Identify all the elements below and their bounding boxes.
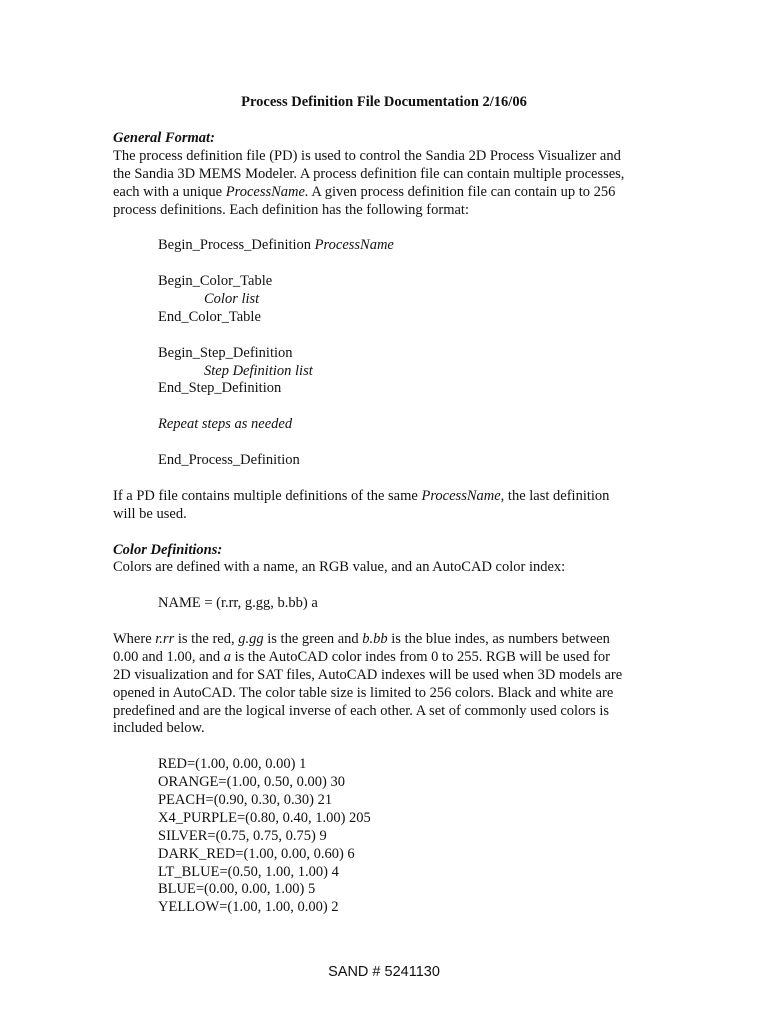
color-definitions-heading: Color Definitions:	[113, 542, 223, 558]
text-run: each with a unique	[113, 184, 226, 200]
format-color-list: Color list	[204, 291, 260, 307]
general-paragraph-line: The process definition file (PD) is used to control the Sandia 2D Process Visualizer and	[113, 148, 621, 164]
color-explanation-line: 2D visualization and for SAT files, AutoCAD indexes will be used when 3D models are	[113, 667, 623, 683]
format-begin-color: Begin_Color_Table	[158, 273, 273, 289]
format-end-color: End_Color_Table	[158, 309, 261, 325]
color-explanation-line: opened in AutoCAD. The color table size is limited to 256 colors. Black and white are	[113, 685, 614, 701]
text-run: is the AutoCAD color indes from 0 to 255. RGB will be used for	[231, 649, 610, 665]
general-paragraph-line: the Sandia 3D MEMS Modeler. A process definition file can contain multiple processes,	[113, 166, 625, 182]
color-explanation-line	[113, 630, 610, 648]
multiple-definitions-line: will be used.	[113, 506, 187, 522]
format-step-list: Step Definition list	[204, 363, 313, 379]
color-definitions-intro: Colors are defined with a name, an RGB value, and an AutoCAD color index:	[113, 559, 566, 575]
format-end-process: End_Process_Definition	[158, 452, 300, 468]
format-repeat: Repeat steps as needed	[158, 416, 293, 432]
color-list-item: DARK_RED=(1.00, 0.00, 0.60) 6	[158, 846, 355, 862]
color-explanation-line	[113, 648, 610, 666]
text-run: If a PD file contains multiple definitions of the same	[113, 488, 422, 504]
format-begin-process	[158, 236, 394, 254]
general-paragraph-line	[113, 183, 615, 201]
color-list-item: ORANGE=(1.00, 0.50, 0.00) 30	[158, 774, 345, 790]
document-footer-id: SAND # 5241130	[328, 964, 440, 980]
red-term: r.rr	[155, 631, 175, 647]
color-explanation-line: included below.	[113, 720, 205, 736]
process-name-term: ProcessName	[421, 488, 501, 504]
multiple-definitions-line	[113, 487, 609, 505]
text-run: , the last definition	[500, 488, 610, 504]
green-term: g.gg	[238, 631, 264, 647]
process-name-term: ProcessName	[314, 237, 394, 253]
blue-term: b.bb	[362, 631, 388, 647]
color-list-item: SILVER=(0.75, 0.75, 0.75) 9	[158, 828, 327, 844]
general-format-heading: General Format:	[113, 130, 215, 146]
text-run: is the blue indes, as numbers between	[387, 631, 610, 647]
index-term: a	[223, 649, 231, 665]
keyword: Begin_Process_Definition	[158, 237, 315, 253]
text-run: A given process definition file can contain up to 256	[308, 184, 616, 200]
text-run: Where	[113, 631, 156, 647]
general-paragraph-line: process definitions. Each definition has the following format:	[113, 202, 469, 218]
color-list-item: YELLOW=(1.00, 1.00, 0.00) 2	[158, 899, 339, 915]
text-run: is the red,	[174, 631, 239, 647]
color-syntax: NAME = (r.rr, g.gg, b.bb) a	[158, 595, 318, 611]
color-explanation-line: predefined and are the logical inverse of each other. A set of commonly used colors is	[113, 703, 610, 719]
color-list-item: RED=(1.00, 0.00, 0.00) 1	[158, 756, 307, 772]
format-end-step: End_Step_Definition	[158, 380, 282, 396]
text-run: is the green and	[263, 631, 363, 647]
format-begin-step: Begin_Step_Definition	[158, 345, 293, 361]
document-title: Process Definition File Documentation 2/16/06	[241, 94, 527, 110]
color-list-item: PEACH=(0.90, 0.30, 0.30) 21	[158, 792, 333, 808]
text-run: 0.00 and 1.00, and	[113, 649, 224, 665]
color-list-item: X4_PURPLE=(0.80, 0.40, 1.00) 205	[158, 810, 371, 826]
color-list-item: LT_BLUE=(0.50, 1.00, 1.00) 4	[158, 864, 339, 880]
color-list-item: BLUE=(0.00, 0.00, 1.00) 5	[158, 881, 316, 897]
process-name-term: ProcessName.	[225, 184, 309, 200]
